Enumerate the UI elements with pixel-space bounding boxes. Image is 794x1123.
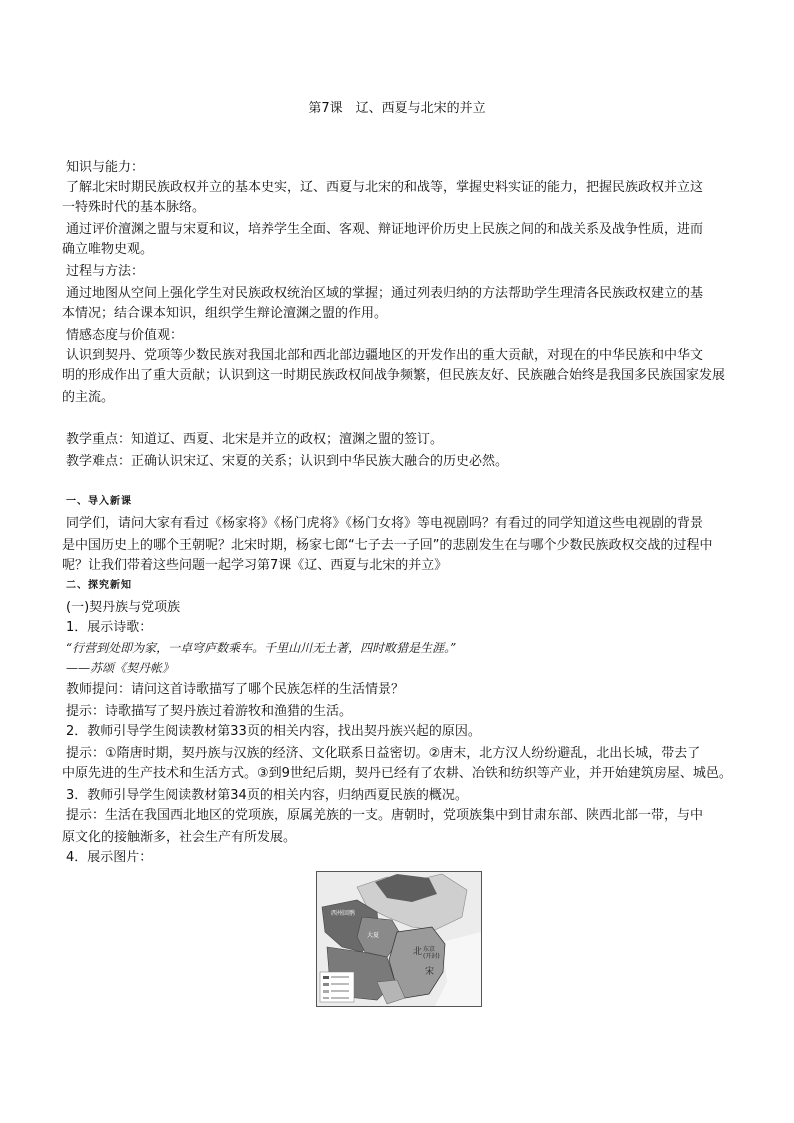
teacher-question: 教师提问：请问这首诗歌描写了哪个民族怎样的生活情景？ (66, 682, 405, 697)
map-graphic (317, 872, 481, 1006)
map-label: (开封) (423, 953, 440, 960)
knowledge-paragraph-line: 通过评价澶渊之盟与宋夏和议，培养学生全面、客观、辩证地评价历史上民族之间的和战关系及战争性质，进而 (66, 222, 704, 237)
knowledge-heading: 知识与能力： (66, 160, 145, 175)
section-heading-intro: 一、导入新课 (66, 496, 132, 507)
hint-text: 提示：①隋唐时期，契丹族与汉族的经济、文化联系日益密切。②唐末，北方汉人纷纷避乱，北出长城，带去了 (66, 746, 701, 761)
lesson-title: 第7课 辽、西夏与北宋的并立 (308, 101, 486, 116)
map-label: 大夏 (367, 932, 380, 939)
teaching-key-points: 教学重点：知道辽、西夏、北宋是并立的政权；澶渊之盟的签订。 (66, 432, 444, 447)
list-item: 3．教师引导学生阅读教材第34页的相关内容，归纳西夏民族的概况。 (66, 788, 468, 803)
list-item: 4．展示图片： (66, 850, 153, 865)
emotion-paragraph-line: 的主流。 (62, 390, 115, 405)
process-paragraph-line: 本情况；结合课本知识，组织学生辩论澶渊之盟的作用。 (62, 306, 388, 321)
map-label: 北 (413, 947, 423, 957)
emotion-paragraph-line: 明的形成作出了重大贡献；认识到这一时期民族政权间战争频繁，但民族友好、民族融合始终是我国多民族国家发展 (62, 368, 726, 383)
list-item: 1．展示诗歌： (66, 620, 153, 635)
emotion-paragraph-line: 认识到契丹、党项等少数民族对我国北部和西北部边疆地区的开发作出的重大贡献，对现在的中华民族和中华文 (66, 348, 704, 363)
map-label: 东京 (423, 946, 436, 953)
subsection-heading: (一)契丹族与党项族 (66, 600, 181, 615)
intro-paragraph-line: 同学们，请问大家有看过《杨家将》《杨门虎将》《杨门女将》等电视剧吗？有看过的同学知道这些电视剧的背景 (66, 516, 704, 531)
poem-text: “行营到处即为家，一卓穹庐数乘车。千里山川无土著，四时畋猎是生涯。” (66, 641, 457, 655)
intro-paragraph-line: 是中国历史上的哪个王朝呢？北宋时期，杨家七郎“七子去一子回”的悲剧发生在与哪个少数民族政权交战的过程中 (62, 538, 713, 553)
hint-text: 提示：生活在我国西北地区的党项族，原属羌族的一支。唐朝时，党项族集中到甘肃东部、陕西北部一带，与中 (66, 808, 704, 823)
teaching-difficulties: 教学难点：正确认识宋辽、宋夏的关系；认识到中华民族大融合的历史必然。 (66, 454, 509, 469)
knowledge-paragraph-line: 一特殊时代的基本脉络。 (62, 200, 206, 215)
process-paragraph-line: 通过地图从空间上强化学生对民族政权统治区域的掌握；通过列表归纳的方法帮助学生理清各民族政权建立的基 (66, 286, 704, 301)
hint-text: 中原先进的生产技术和生活方式。③到9世纪后期，契丹已经有了农耕、冶铁和纺织等产业，并开始建筑房屋、城邑。 (62, 766, 732, 781)
historical-map-image (316, 871, 482, 1007)
intro-paragraph-line: 呢？让我们带着这些问题一起学习第7课《辽、西夏与北宋的并立》 (62, 558, 448, 573)
knowledge-paragraph-line: 确立唯物史观。 (62, 242, 154, 257)
map-label: 宋 (425, 967, 435, 977)
knowledge-paragraph-line: 了解北宋时期民族政权并立的基本史实，辽、西夏与北宋的和战等，掌握史料实证的能力，把握民族政权并立这 (66, 180, 704, 195)
hint-text: 原文化的接触渐多，社会生产有所发展。 (62, 830, 297, 845)
hint-text: 提示：诗歌描写了契丹族过着游牧和渔猎的生活。 (66, 704, 353, 719)
poem-author: ——苏颂《契丹帐》 (66, 661, 175, 675)
section-heading-explore: 二、探究新知 (66, 580, 132, 591)
emotion-heading: 情感态度与价值观： (66, 328, 184, 343)
list-item: 2．教师引导学生阅读教材第33页的相关内容，找出契丹族兴起的原因。 (66, 724, 481, 739)
map-label: 西州回鹘 (331, 910, 356, 917)
process-heading: 过程与方法： (66, 264, 145, 279)
